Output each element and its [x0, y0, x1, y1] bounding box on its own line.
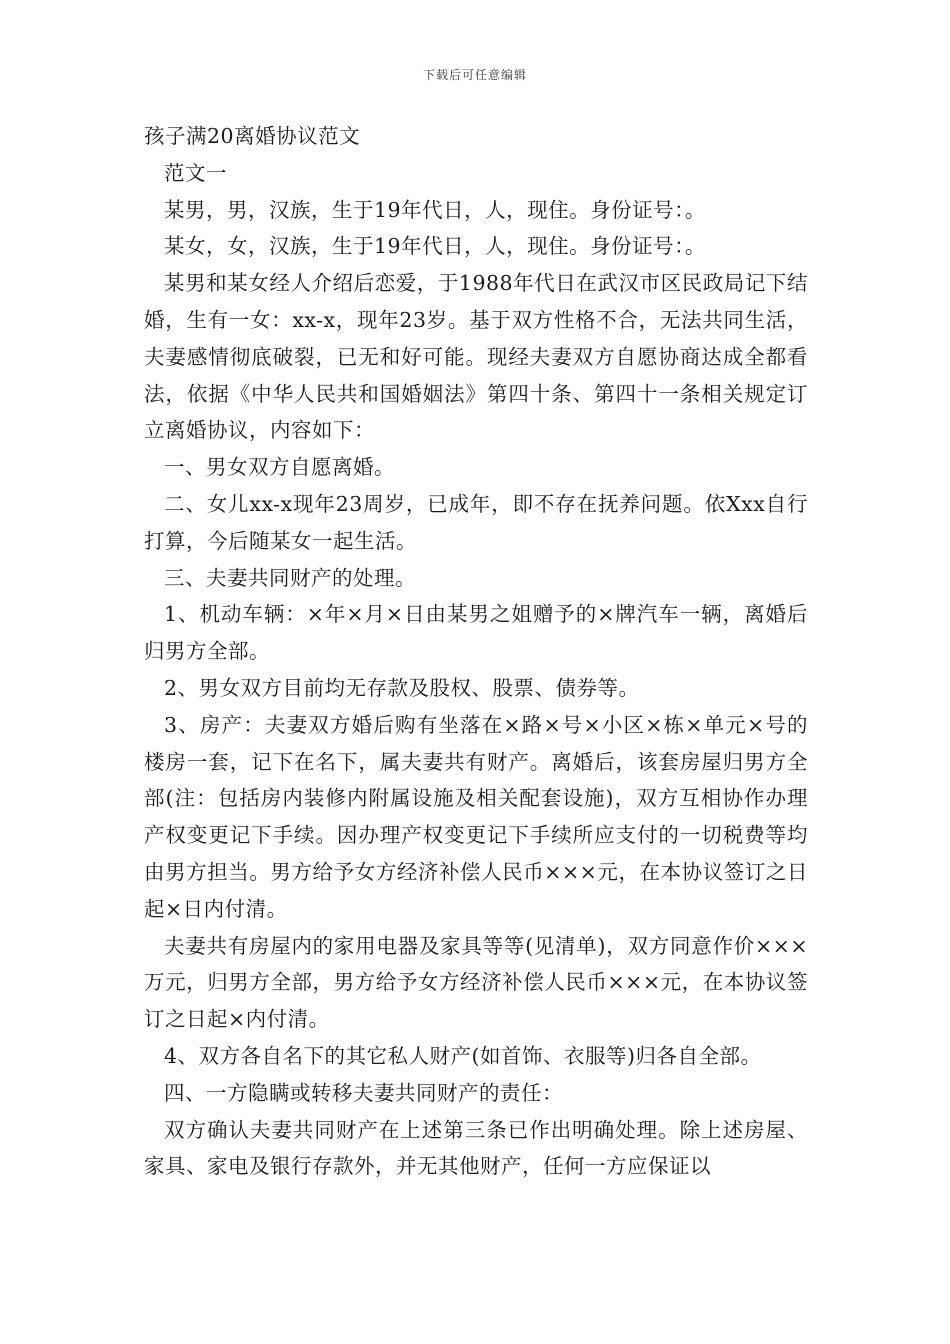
paragraph-clause-4: 四、一方隐瞒或转移夫妻共同财产的责任： — [164, 1080, 563, 1105]
document-body — [144, 118, 808, 1185]
paragraph-male-party: 某男，男，汉族，生于19年代日，人，现住。身份证号：。 — [164, 197, 706, 222]
paragraph-clause-3: 三、夫妻共同财产的处理。 — [164, 565, 416, 590]
paragraph-clause-3-1: 1、机动车辆：×年×月×日由某男之姐赠予的×牌汽车一辆，离婚后归男方全部。 — [144, 602, 808, 664]
paragraph-female-party: 某女，女，汉族，生于19年代日，人，现住。身份证号：。 — [164, 234, 706, 259]
paragraph-clause-1: 一、男女双方自愿离婚。 — [164, 455, 395, 480]
paragraph-clause-3-4: 4、双方各自名下的其它私人财产(如首饰、衣服等)归各自全部。 — [164, 1043, 762, 1068]
paragraph-sample-label: 范文一 — [164, 160, 227, 185]
paragraph-background: 某男和某女经人介绍后恋爱，于1988年代日在武汉市区民政局记下结婚，生有一女：xx-x，现年23岁。基于双方性格不合，无法共同生活，夫妻感情彻底破裂，已无和好可能。现经夫妻双方自愿协商达成全都看法，依据《中华人民共和国婚姻法》第四十条、第四十一条相关规定订立离婚协议，内容如下： — [144, 271, 808, 443]
paragraph-clause-4-detail: 双方确认夫妻共同财产在上述第三条已作出明确处理。除上述房屋、家具、家电及银行存款外，并无其他财产，任何一方应保证以 — [144, 1117, 808, 1179]
paragraph-clause-3-2: 2、男女双方目前均无存款及股权、股票、债券等。 — [164, 675, 640, 700]
header-note: 下载后可任意编辑 — [422, 68, 527, 82]
document-title: 孩子满20离婚协议范文 — [144, 124, 361, 148]
paragraph-clause-3-3: 3、房产：夫妻双方婚后购有坐落在×路×号×小区×栋×单元×号的楼房一套，记下在名下，属夫妻共有财产。离婚后，该套房屋归男方全部(注：包括房内装修内附属设施及相关配套设施)，双方互相协作办理产权变更记下手续。因办理产权变更记下手续所应支付的一切税费等均由男方担当。男方给予女方经济补偿人民币×××元，在本协议签订之日起×日内付清。 — [144, 712, 808, 921]
paragraph-household-items: 夫妻共有房屋内的家用电器及家具等等(见清单)，双方同意作价×××万元，归男方全部，男方给予女方经济补偿人民币×××元，在本协议签订之日起×内付清。 — [144, 933, 808, 1032]
paragraph-clause-2: 二、女儿xx-x现年23周岁，已成年，即不存在抚养问题。依Xxx自行打算，今后随某女一起生活。 — [144, 491, 808, 553]
